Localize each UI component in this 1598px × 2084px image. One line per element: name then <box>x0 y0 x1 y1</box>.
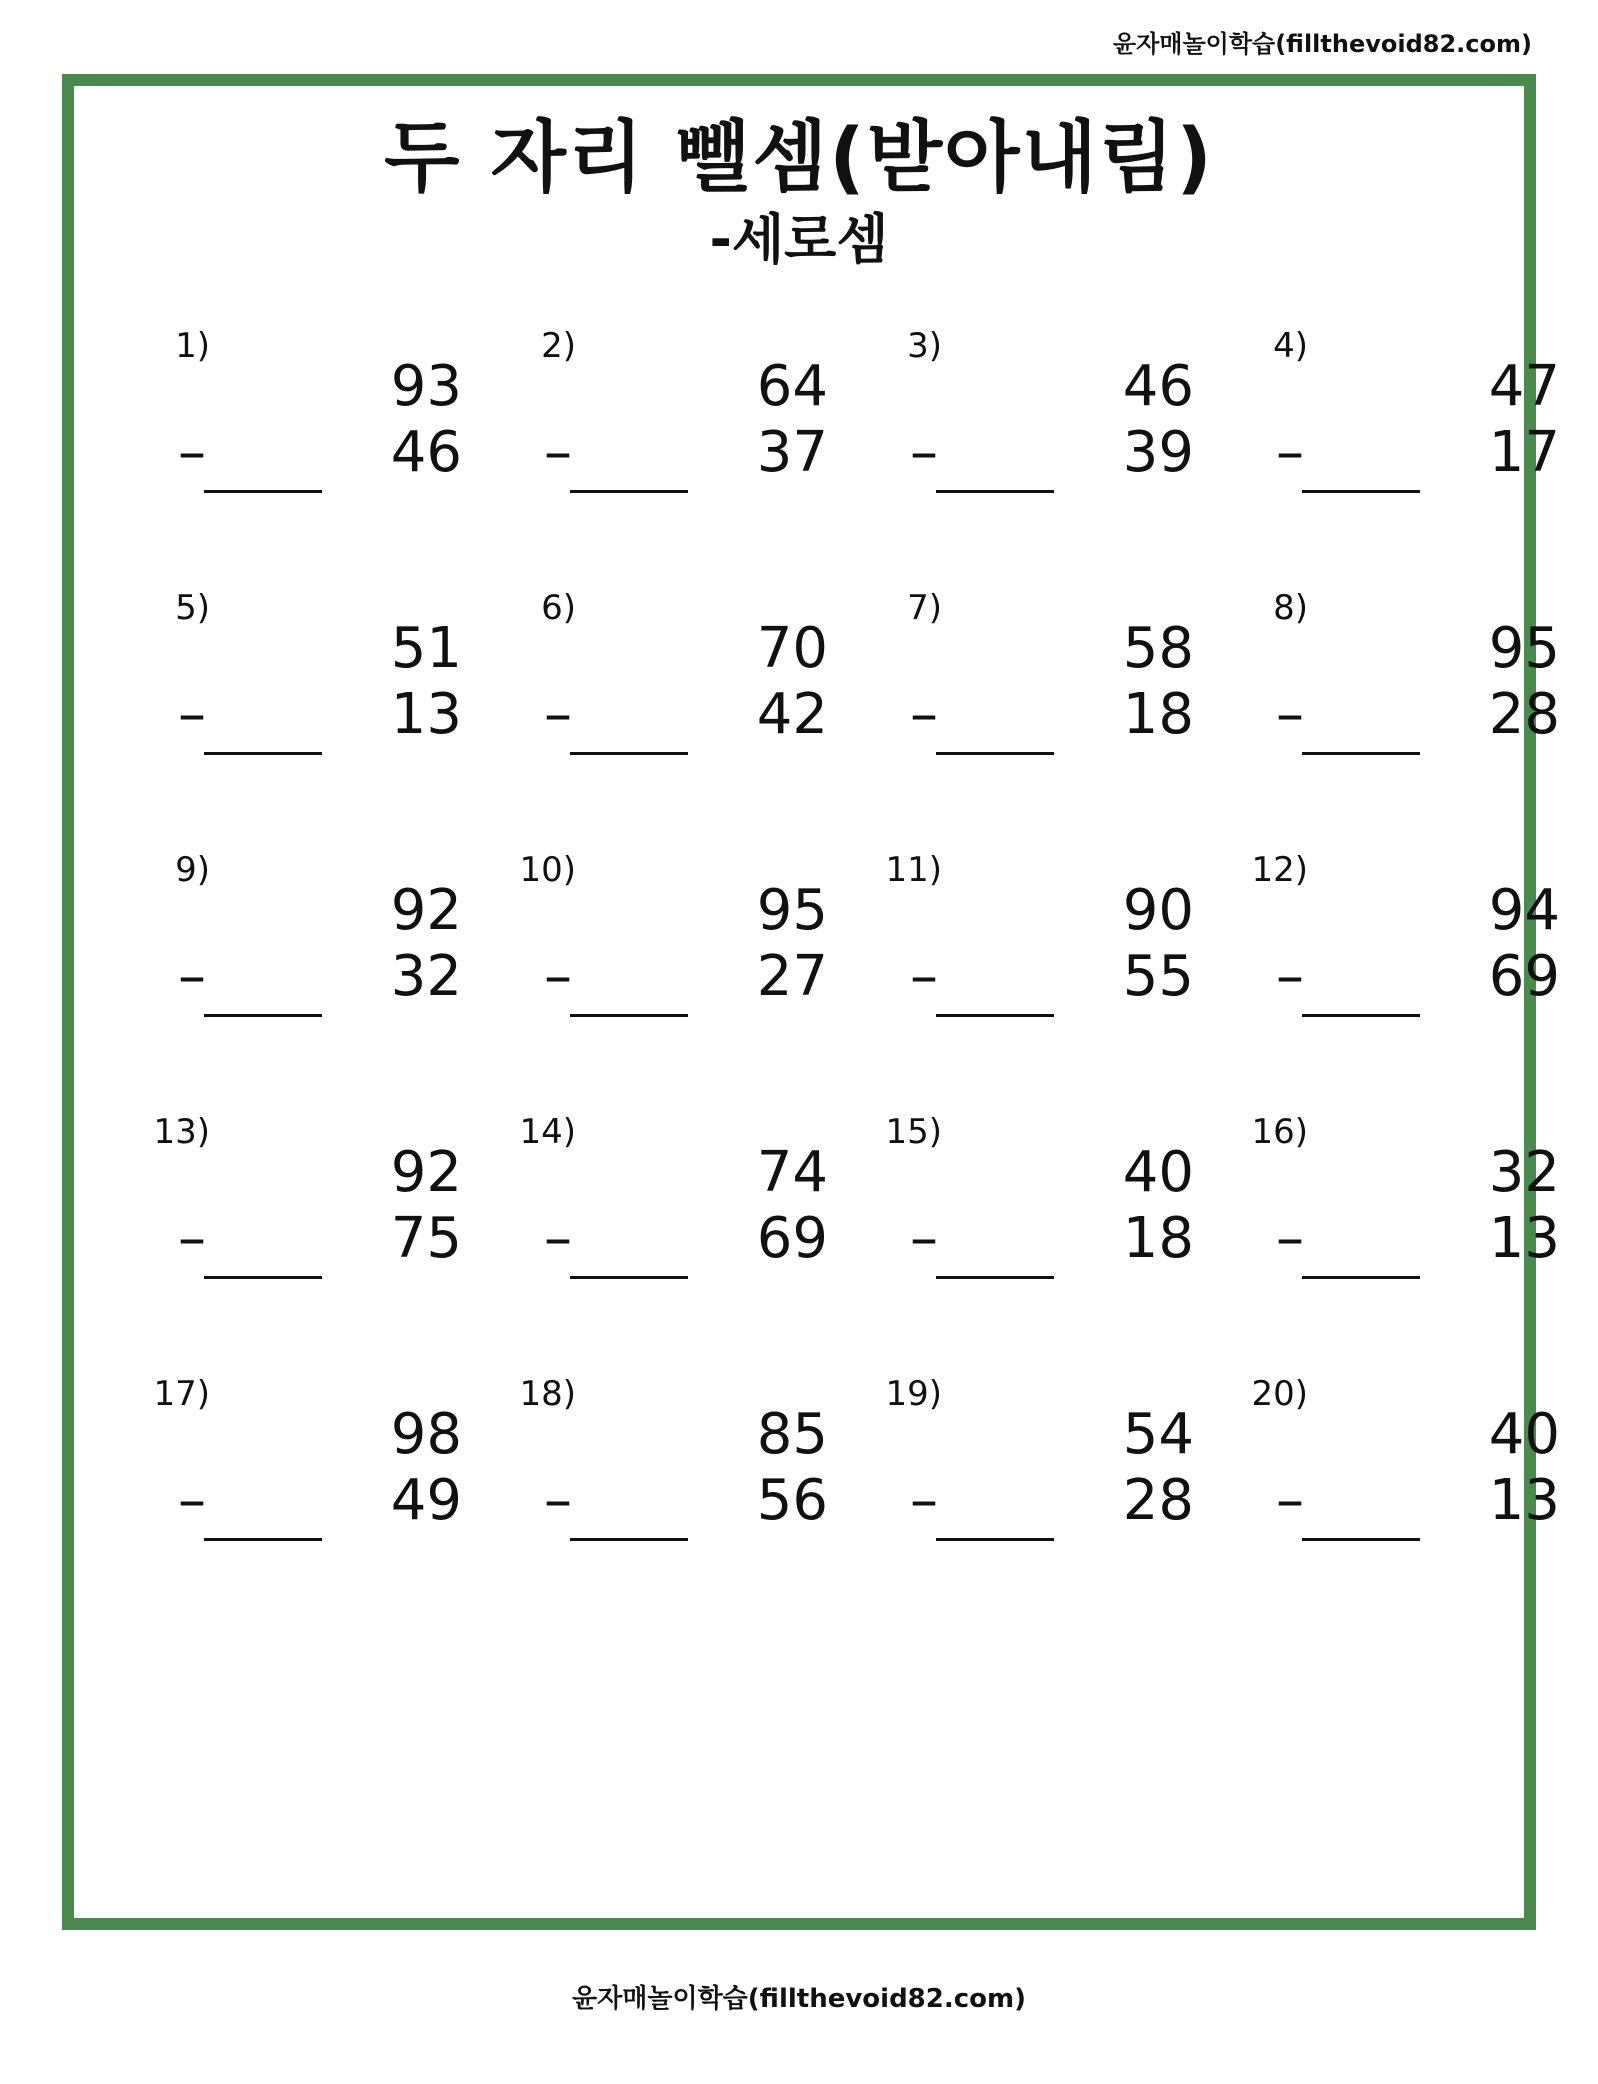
subtrahend-value: 69 <box>1488 944 1560 1009</box>
problem-5 <box>148 588 462 788</box>
minuend-value: 94 <box>1488 878 1560 943</box>
subtrahend-row <box>880 1206 1194 1272</box>
answer-line <box>570 490 688 493</box>
subtrahend-value: 18 <box>1122 1206 1194 1271</box>
minuend-value: 46 <box>1122 354 1194 419</box>
minuend-value: 85 <box>756 1402 828 1467</box>
problem-number: 6) <box>541 588 576 628</box>
answer-line <box>1302 752 1420 755</box>
subtrahend-row <box>1246 420 1560 486</box>
subtrahend-row <box>1246 944 1560 1010</box>
problem-18 <box>514 1374 828 1574</box>
problem-number: 17) <box>153 1374 210 1414</box>
minuend-value: 74 <box>756 1140 828 1205</box>
problem-number: 12) <box>1251 850 1308 890</box>
answer-line <box>570 1014 688 1017</box>
subtrahend-row <box>880 1468 1194 1534</box>
minus-sign: – <box>1276 1468 1304 1533</box>
minus-sign: – <box>178 944 206 1009</box>
minuend-value: 98 <box>390 1402 462 1467</box>
minuend-value: 64 <box>756 354 828 419</box>
minus-sign: – <box>544 944 572 1009</box>
subtrahend-value: 28 <box>1488 682 1560 747</box>
problem-9 <box>148 850 462 1050</box>
subtrahend-value: 39 <box>1122 420 1194 485</box>
minus-sign: – <box>544 420 572 485</box>
subtrahend-row <box>514 944 828 1010</box>
subtrahend-value: 27 <box>756 944 828 1009</box>
minus-sign: – <box>1276 682 1304 747</box>
footer-credit: 윤자매놀이학습(fillthevoid82.com) <box>571 1984 1026 2014</box>
problem-15 <box>880 1112 1194 1312</box>
subtrahend-value: 49 <box>390 1468 462 1533</box>
answer-line <box>1302 1014 1420 1017</box>
problem-3 <box>880 326 1194 526</box>
problem-number: 3) <box>907 326 942 366</box>
minus-sign: – <box>910 420 938 485</box>
subtrahend-value: 46 <box>390 420 462 485</box>
subtrahend-row <box>880 944 1194 1010</box>
minuend-value: 90 <box>1122 878 1194 943</box>
subtrahend-value: 32 <box>390 944 462 1009</box>
subtrahend-row <box>148 1468 462 1534</box>
minus-sign: – <box>910 682 938 747</box>
minuend-value: 95 <box>1488 616 1560 681</box>
answer-line <box>204 752 322 755</box>
minus-sign: – <box>178 1206 206 1271</box>
problem-14 <box>514 1112 828 1312</box>
subtrahend-value: 56 <box>756 1468 828 1533</box>
problem-16 <box>1246 1112 1560 1312</box>
problem-number: 18) <box>519 1374 576 1414</box>
minuend-value: 54 <box>1122 1402 1194 1467</box>
subtrahend-row <box>880 682 1194 748</box>
answer-line <box>936 490 1054 493</box>
problem-20 <box>1246 1374 1560 1574</box>
minus-sign: – <box>910 1468 938 1533</box>
problem-number: 4) <box>1273 326 1308 366</box>
subtrahend-row <box>514 682 828 748</box>
answer-line <box>570 752 688 755</box>
problem-number: 15) <box>885 1112 942 1152</box>
minuend-value: 70 <box>756 616 828 681</box>
worksheet-subtitle: -세로셈 <box>709 208 889 271</box>
minus-sign: – <box>178 682 206 747</box>
problem-number: 16) <box>1251 1112 1308 1152</box>
subtrahend-value: 13 <box>1488 1468 1560 1533</box>
subtrahend-value: 37 <box>756 420 828 485</box>
subtrahend-row <box>880 420 1194 486</box>
problem-8 <box>1246 588 1560 788</box>
problem-13 <box>148 1112 462 1312</box>
answer-line <box>936 1014 1054 1017</box>
problem-number: 14) <box>519 1112 576 1152</box>
answer-line <box>1302 1276 1420 1279</box>
subtrahend-value: 17 <box>1488 420 1560 485</box>
subtrahend-row <box>1246 1468 1560 1534</box>
subtrahend-value: 18 <box>1122 682 1194 747</box>
subtrahend-row <box>1246 682 1560 748</box>
answer-line <box>936 752 1054 755</box>
minuend-value: 40 <box>1488 1402 1560 1467</box>
problem-12 <box>1246 850 1560 1050</box>
problem-17 <box>148 1374 462 1574</box>
minus-sign: – <box>544 1468 572 1533</box>
minus-sign: – <box>1276 420 1304 485</box>
header-credit: 윤자매놀이학습(fillthevoid82.com) <box>1112 30 1532 58</box>
subtrahend-row <box>514 420 828 486</box>
minus-sign: – <box>544 682 572 747</box>
problem-4 <box>1246 326 1560 526</box>
subtrahend-row <box>148 682 462 748</box>
minus-sign: – <box>910 944 938 1009</box>
minuend-value: 92 <box>390 1140 462 1205</box>
answer-line <box>204 1276 322 1279</box>
minuend-value: 47 <box>1488 354 1560 419</box>
problem-number: 20) <box>1251 1374 1308 1414</box>
subtrahend-value: 69 <box>756 1206 828 1271</box>
minus-sign: – <box>1276 944 1304 1009</box>
subtrahend-row <box>148 1206 462 1272</box>
minus-sign: – <box>544 1206 572 1271</box>
minuend-value: 40 <box>1122 1140 1194 1205</box>
minus-sign: – <box>910 1206 938 1271</box>
problem-2 <box>514 326 828 526</box>
problem-number: 2) <box>541 326 576 366</box>
subtrahend-value: 13 <box>1488 1206 1560 1271</box>
subtrahend-row <box>148 420 462 486</box>
problem-number: 5) <box>175 588 210 628</box>
problem-number: 19) <box>885 1374 942 1414</box>
minus-sign: – <box>1276 1206 1304 1271</box>
subtrahend-value: 75 <box>390 1206 462 1271</box>
subtrahend-value: 42 <box>756 682 828 747</box>
problem-10 <box>514 850 828 1050</box>
answer-line <box>570 1276 688 1279</box>
problem-number: 10) <box>519 850 576 890</box>
answer-line <box>936 1538 1054 1541</box>
problem-6 <box>514 588 828 788</box>
answer-line <box>204 1538 322 1541</box>
problem-number: 13) <box>153 1112 210 1152</box>
subtrahend-value: 28 <box>1122 1468 1194 1533</box>
subtrahend-row <box>514 1206 828 1272</box>
minus-sign: – <box>178 1468 206 1533</box>
answer-line <box>570 1538 688 1541</box>
subtrahend-value: 55 <box>1122 944 1194 1009</box>
problem-11 <box>880 850 1194 1050</box>
worksheet-title: 두 자리 뺄셈(받아내림) <box>384 113 1214 203</box>
problem-number: 7) <box>907 588 942 628</box>
answer-line <box>1302 1538 1420 1541</box>
problem-number: 11) <box>885 850 942 890</box>
answer-line <box>204 1014 322 1017</box>
answer-line <box>1302 490 1420 493</box>
minuend-value: 32 <box>1488 1140 1560 1205</box>
problem-1 <box>148 326 462 526</box>
subtrahend-row <box>148 944 462 1010</box>
subtrahend-row <box>514 1468 828 1534</box>
minuend-value: 51 <box>390 616 462 681</box>
answer-line <box>936 1276 1054 1279</box>
minuend-value: 58 <box>1122 616 1194 681</box>
problem-number: 8) <box>1273 588 1308 628</box>
minus-sign: – <box>178 420 206 485</box>
answer-line <box>204 490 322 493</box>
subtrahend-row <box>1246 1206 1560 1272</box>
problem-number: 9) <box>175 850 210 890</box>
minuend-value: 92 <box>390 878 462 943</box>
problem-number: 1) <box>175 326 210 366</box>
subtrahend-value: 13 <box>390 682 462 747</box>
problem-19 <box>880 1374 1194 1574</box>
minuend-value: 95 <box>756 878 828 943</box>
problem-7 <box>880 588 1194 788</box>
minuend-value: 93 <box>390 354 462 419</box>
